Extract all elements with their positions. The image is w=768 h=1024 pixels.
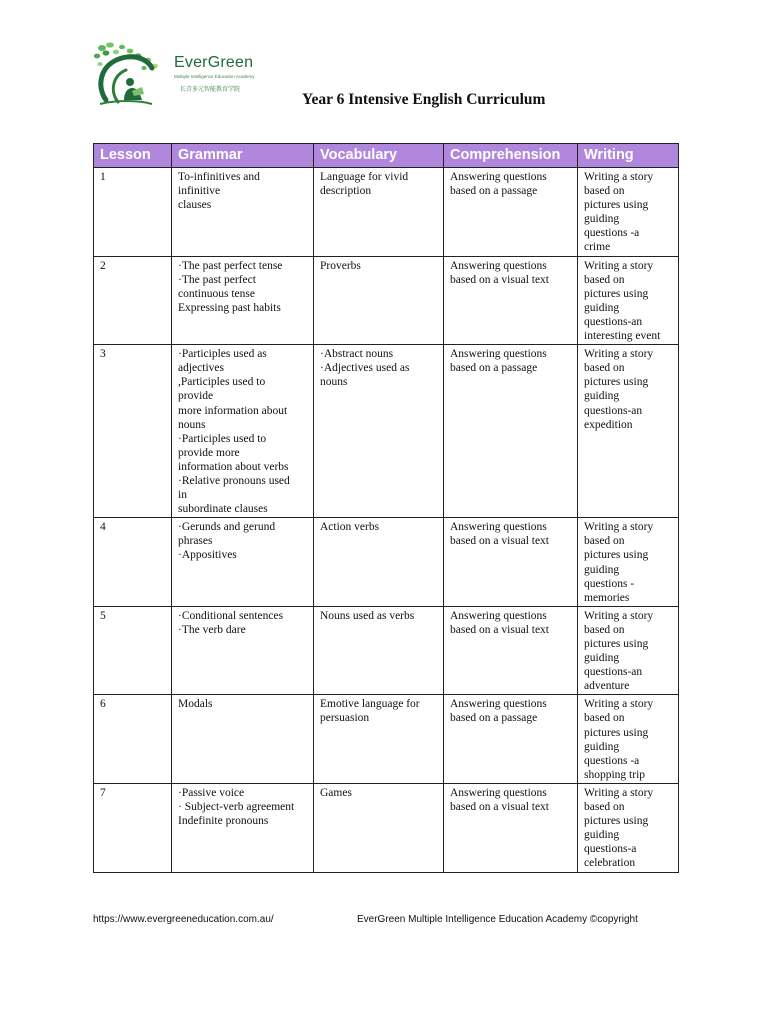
cell-vocabulary (314, 256, 444, 345)
cell-text-line: subordinate clauses (178, 503, 268, 516)
cell-text-line: based on (584, 362, 625, 375)
cell-text-line: questions -a (584, 754, 640, 767)
cell-text-line: celebration (584, 857, 636, 870)
cell-text-line: pictures using (584, 815, 649, 828)
cell-text-line: 7 (100, 786, 106, 799)
cell-text-line: ·Gerunds and gerund (178, 521, 276, 534)
cell-text-line: ·Conditional sentences (178, 609, 284, 622)
cell-text-line: ,Participles used to (178, 376, 266, 389)
cell-lesson (94, 783, 172, 872)
cell-text-line: interesting event (584, 330, 661, 343)
cell-text-line: Answering questions (450, 698, 547, 711)
cell-lesson (94, 695, 172, 784)
cell-text-line: pictures using (584, 726, 649, 739)
cell-text-line: ·The past perfect (178, 273, 256, 286)
header-vocabulary: Vocabulary (314, 144, 444, 168)
header-grammar: Grammar (172, 144, 314, 168)
table-row (94, 695, 679, 784)
cell-text-line: Answering questions (450, 348, 547, 361)
table-row (94, 518, 679, 607)
cell-text-line: based on a visual text (450, 535, 550, 548)
cell-comprehension (444, 345, 578, 518)
cell-text-line: memories (584, 591, 630, 604)
cell-text-line: adjectives (178, 362, 224, 375)
cell-text-line: guiding (584, 301, 620, 314)
cell-text-line: questions - (584, 577, 635, 590)
cell-writing (578, 695, 679, 784)
cell-text-line: nouns (320, 376, 348, 389)
cell-text-line: description (320, 185, 372, 198)
cell-text-line: pictures using (584, 376, 649, 389)
cell-text-line: shopping trip (584, 768, 646, 781)
cell-text-line: pictures using (584, 549, 649, 562)
cell-text-line: based on a passage (450, 712, 538, 725)
cell-text-line: nouns (178, 418, 206, 431)
logo-subtitle: Multiple Intelligence Education Academy (174, 74, 255, 79)
cell-text-line: 5 (100, 609, 106, 622)
cell-text-line: ·Abstract nouns (320, 348, 394, 361)
cell-text-line: Proverbs (320, 259, 361, 272)
cell-text-line: based on a visual text (450, 623, 550, 636)
cell-comprehension (444, 256, 578, 345)
cell-text-line: guiding (584, 829, 620, 842)
cell-text-line: guiding (584, 652, 620, 665)
cell-text-line: pictures using (584, 638, 649, 650)
cell-text-line: To-infinitives and (178, 171, 260, 183)
cell-text-line: guiding (584, 390, 620, 403)
cell-comprehension (444, 518, 578, 607)
cell-text-line: ·The past perfect tense (178, 259, 283, 272)
cell-comprehension (444, 168, 578, 257)
cell-comprehension (444, 606, 578, 695)
cell-text-line: Writing a story (584, 348, 654, 361)
cell-text-line: questions-an (584, 404, 643, 417)
cell-text-line: based on (584, 535, 625, 548)
table-header-row (94, 144, 679, 168)
table-row (94, 606, 679, 695)
cell-text-line: in (178, 489, 187, 502)
cell-lesson (94, 168, 172, 257)
cell-grammar (172, 518, 314, 607)
cell-text-line: Emotive language for (320, 698, 420, 711)
table-row (94, 256, 679, 345)
cell-grammar (172, 256, 314, 345)
curriculum-table (93, 143, 679, 873)
header-comprehension: Comprehension (444, 144, 578, 168)
cell-text-line: Writing a story (584, 521, 654, 534)
cell-grammar (172, 168, 314, 257)
cell-text-line: Writing a story (584, 786, 654, 799)
copyright-notice: EverGreen Multiple Intelligence Education Academy ©copyright (357, 914, 638, 925)
cell-text-line: pictures using (584, 287, 649, 300)
cell-text-line: Games (320, 786, 352, 799)
cell-text-line: Nouns used as verbs (320, 609, 415, 622)
cell-lesson (94, 606, 172, 695)
cell-text-line: ·Appositives (178, 549, 237, 562)
cell-text-line: ·Adjectives used as (320, 362, 410, 375)
cell-vocabulary (314, 783, 444, 872)
cell-grammar (172, 783, 314, 872)
cell-text-line: questions -a (584, 227, 640, 240)
cell-text-line: crime (584, 241, 611, 254)
cell-text-line: provide more (178, 446, 240, 459)
cell-text-line: based on (584, 623, 625, 636)
cell-text-line: information about verbs (178, 460, 289, 473)
cell-text-line: Answering questions (450, 609, 547, 622)
cell-text-line: based on (584, 185, 625, 198)
table-row (94, 345, 679, 518)
cell-text-line: pictures using (584, 199, 649, 212)
website-link[interactable]: https://www.evergreeneducation.com.au/ (93, 914, 274, 925)
cell-text-line: questions-a (584, 843, 637, 856)
cell-text-line: questions-an (584, 315, 643, 328)
cell-text-line: Answering questions (450, 521, 547, 534)
cell-text-line: Indefinite pronouns (178, 815, 269, 828)
cell-text-line: ·Participles used as (178, 348, 267, 361)
cell-text-line: based on a passage (450, 362, 538, 375)
cell-text-line: 1 (100, 171, 106, 183)
cell-text-line: 6 (100, 698, 106, 711)
cell-text-line: 3 (100, 348, 106, 361)
cell-text-line: guiding (584, 740, 620, 753)
logo (92, 42, 264, 110)
cell-text-line: 2 (100, 259, 106, 272)
cell-text-line: · Subject-verb agreement (178, 801, 295, 814)
cell-text-line: ·Relative pronouns used (178, 474, 290, 487)
header-lesson: Lesson (94, 144, 172, 168)
tree-reader-icon (92, 42, 172, 110)
cell-text-line: Language for vivid (320, 171, 409, 183)
cell-text-line: based on a visual text (450, 273, 550, 286)
cell-text-line: based on (584, 712, 625, 725)
cell-text-line: infinitive (178, 185, 221, 198)
cell-vocabulary (314, 606, 444, 695)
cell-text-line: adventure (584, 680, 630, 693)
cell-text-line: Writing a story (584, 609, 654, 622)
cell-lesson (94, 345, 172, 518)
cell-text-line: persuasion (320, 712, 370, 725)
cell-text-line: phrases (178, 535, 213, 548)
cell-vocabulary (314, 695, 444, 784)
cell-text-line: ·Participles used to (178, 432, 267, 445)
cell-text-line: Answering questions (450, 171, 547, 183)
table-body (94, 168, 679, 873)
cell-writing (578, 518, 679, 607)
cell-grammar (172, 345, 314, 518)
cell-text-line: Expressing past habits (178, 301, 281, 314)
cell-text-line: Modals (178, 698, 213, 711)
cell-vocabulary (314, 168, 444, 257)
table-row (94, 168, 679, 257)
cell-grammar (172, 606, 314, 695)
cell-text-line: Writing a story (584, 698, 654, 711)
header-writing: Writing (578, 144, 679, 168)
cell-text-line: guiding (584, 213, 620, 226)
cell-text-line: provide (178, 390, 214, 403)
cell-text-line: expedition (584, 418, 633, 431)
page-title: Year 6 Intensive English Curriculum (302, 91, 546, 108)
cell-grammar (172, 695, 314, 784)
cell-text-line: based on (584, 801, 625, 814)
cell-writing (578, 345, 679, 518)
cell-text-line: Answering questions (450, 259, 547, 272)
cell-text-line: based on a visual text (450, 801, 550, 814)
cell-text-line: guiding (584, 563, 620, 576)
cell-text-line: Writing a story (584, 259, 654, 272)
cell-text-line: more information about (178, 404, 288, 417)
cell-writing (578, 606, 679, 695)
cell-writing (578, 168, 679, 257)
cell-text-line: clauses (178, 199, 212, 212)
cell-comprehension (444, 783, 578, 872)
cell-lesson (94, 256, 172, 345)
cell-writing (578, 783, 679, 872)
cell-text-line: Action verbs (320, 521, 380, 534)
cell-text-line: ·Passive voice (178, 786, 245, 799)
cell-text-line: Writing a story (584, 171, 654, 183)
logo-name: EverGreen (174, 54, 254, 71)
cell-vocabulary (314, 345, 444, 518)
cell-vocabulary (314, 518, 444, 607)
table-row (94, 783, 679, 872)
cell-lesson (94, 518, 172, 607)
cell-text-line: questions-an (584, 666, 643, 679)
cell-text-line: based on (584, 273, 625, 286)
cell-writing (578, 256, 679, 345)
cell-comprehension (444, 695, 578, 784)
cell-text-line: Answering questions (450, 786, 547, 799)
logo-chinese-name: 长青多元智能教育学院 (180, 86, 241, 93)
cell-text-line: continuous tense (178, 287, 255, 300)
cell-text-line: 4 (100, 521, 106, 534)
cell-text-line: based on a passage (450, 185, 538, 198)
cell-text-line: ·The verb dare (178, 623, 246, 636)
